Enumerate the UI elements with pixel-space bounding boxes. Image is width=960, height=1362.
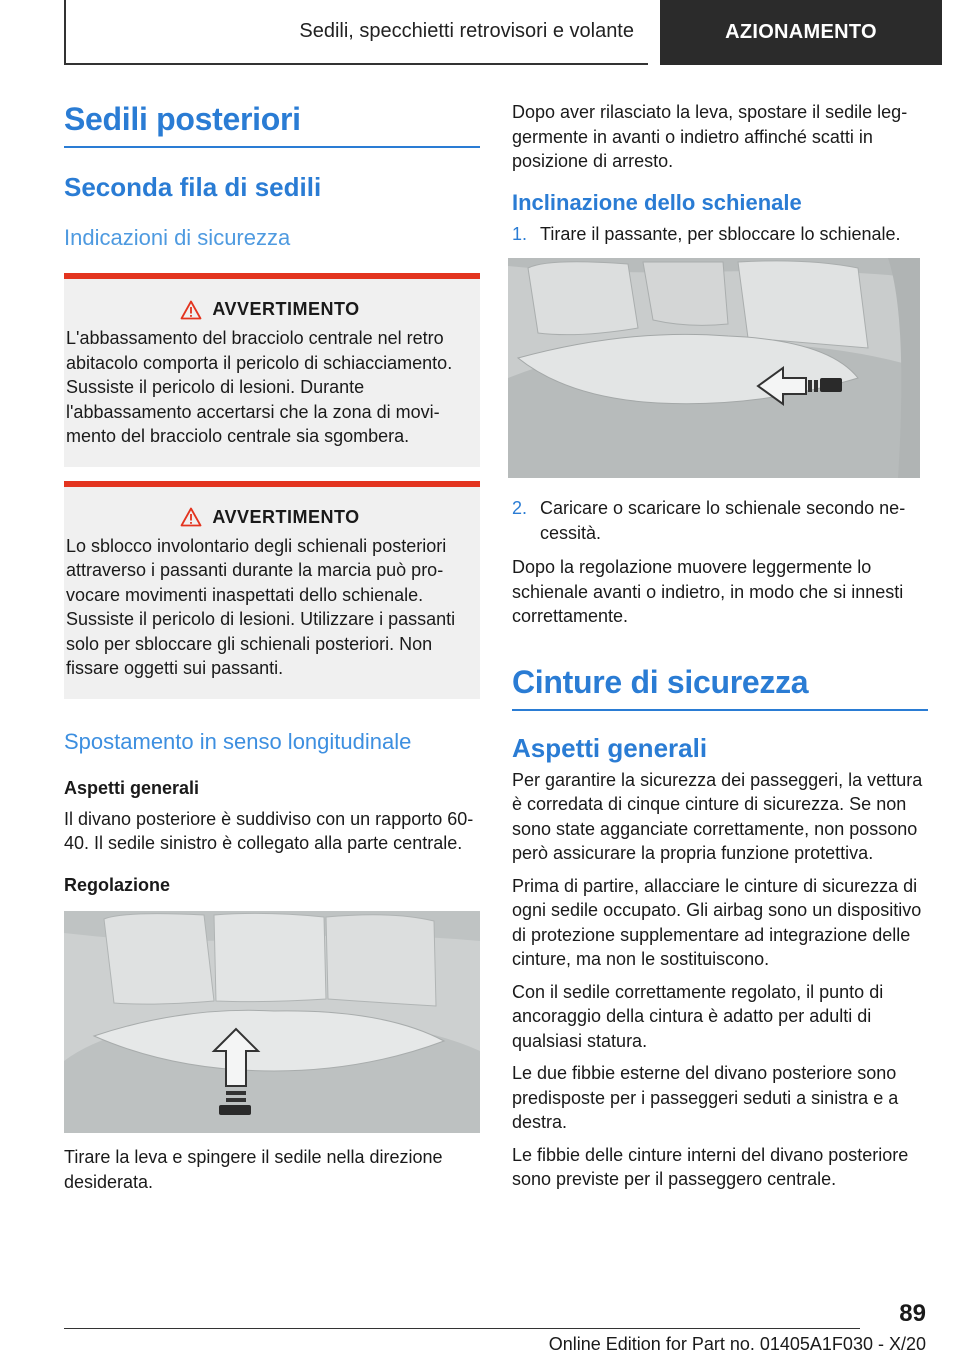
step-number: 2. <box>512 498 528 519</box>
header-chapter-tab: AZIONAMENTO <box>660 0 942 65</box>
warning-triangle-icon <box>180 300 202 320</box>
heading-longitudinal: Spostamento in senso longitudinale <box>64 728 412 754</box>
left-column <box>64 100 480 1194</box>
steps-list <box>512 496 928 545</box>
heading-safety: Indicazioni di sicurezza <box>64 225 291 251</box>
heading-second-row: Seconda fila di sedili <box>64 171 322 202</box>
header-section-title: Sedili, specchietti retrovisori e volante <box>299 20 634 42</box>
page-number: 89 <box>899 1300 926 1327</box>
paragraph-after-adjust: Dopo la regolazione muovere leggermente lo schienale avanti o indietro, in modo che si innesti correttamente. <box>512 557 904 627</box>
footer-edition: Online Edition for Part no. 01405A1F030 - X/20 <box>548 1334 926 1354</box>
header-rule-bottom <box>64 63 648 65</box>
step-number: 1. <box>512 223 528 244</box>
steps-list <box>512 222 928 247</box>
warning-title-text: AVVERTIMENTO <box>212 299 360 320</box>
warning-title <box>66 299 474 320</box>
step-text: Tirare il passante, per sbloccare lo schienale. <box>540 223 901 244</box>
paragraph-intro: Dopo aver rilasciato la leva, spostare il sedile leggermente in avanti o indietro affinché scatti in posizione di arresto. <box>512 102 908 171</box>
warning-triangle-icon <box>180 507 202 527</box>
heading-general-aspects: Aspetti generali <box>64 778 200 799</box>
warning-title <box>66 507 474 528</box>
paragraph-adjustment: Tirare la leva e spingere il sedile nella direzione desiderata. <box>64 1147 443 1192</box>
paragraph-belts-3: Con il sedile correttamente regolato, il punto di ancoraggio della cintura è adatto per adulti di qualsiasi statura. <box>512 981 884 1051</box>
warning-box-backrest <box>64 481 480 699</box>
paragraph-belts-5: Le fibbie delle cinture interni del divano posteriore sono previste per il passeggero centrale. <box>512 1144 909 1190</box>
paragraph-belts-1: Per garantire la sicurezza dei passeggeri, la vettura è corredata di cinque cinture di sicurezza. Se non sono state agganciate correttamente, non possono però assicurare la propria funzione protettiva. <box>512 769 923 864</box>
heading-adjustment: Regolazione <box>64 874 171 895</box>
step-text: Caricare o scaricare lo schienale secondo necessità. <box>540 498 906 543</box>
warning-box-armrest <box>64 273 480 467</box>
photo-seat-adjustment <box>64 911 480 1133</box>
warning-title-text: AVVERTIMENTO <box>212 506 360 527</box>
heading-rule <box>512 709 928 711</box>
heading-belts-general: Aspetti generali <box>512 732 708 763</box>
warning-text: Lo sblocco involontario degli schienali posteriori attraverso i passanti durante la marcia può provocare movimenti inaspettati dello schienale. Sussiste il pericolo di lesioni. Utilizzare i passanti solo per sbloccare gli schienali posteriori. Non fissare oggetti sui passanti. <box>66 535 456 679</box>
step-item <box>512 222 928 247</box>
paragraph-belts-2: Prima di partire, allacciare le cinture di sicurezza di ogni sedile occupato. Gli airbag sono un dispositivo di protezione supplementare ad integrazione delle cinture, ma non le sostituiscono. <box>512 875 922 970</box>
heading-rear-seats: Sedili posteriori <box>64 101 301 137</box>
heading-backrest-inclination: Inclinazione dello schienale <box>512 189 802 215</box>
footer-rule <box>64 1328 860 1329</box>
photo-backrest-release <box>508 258 920 478</box>
right-column <box>512 100 928 1192</box>
step-item <box>512 496 928 545</box>
paragraph-belts-4: Le due fibbie esterne del divano posteriore sono predisposte per i passeggeri seduti a sinistra e a destra. <box>512 1063 899 1133</box>
warning-text: L'abbassamento del bracciolo centrale nel retro abitacolo comporta il pericolo di schiacciamento. Sussiste il pericolo di lesioni. Durante l'abbassamento accertarsi che la zona di movimento del bracciolo centrale sia sgombera. <box>66 328 453 447</box>
heading-seat-belts: Cinture di sicurezza <box>512 663 809 700</box>
paragraph-general: Il divano posteriore è suddiviso con un rapporto 60-40. Il sedile sinistro è collegato alla parte centrale. <box>64 808 474 854</box>
heading-rule <box>64 146 480 148</box>
